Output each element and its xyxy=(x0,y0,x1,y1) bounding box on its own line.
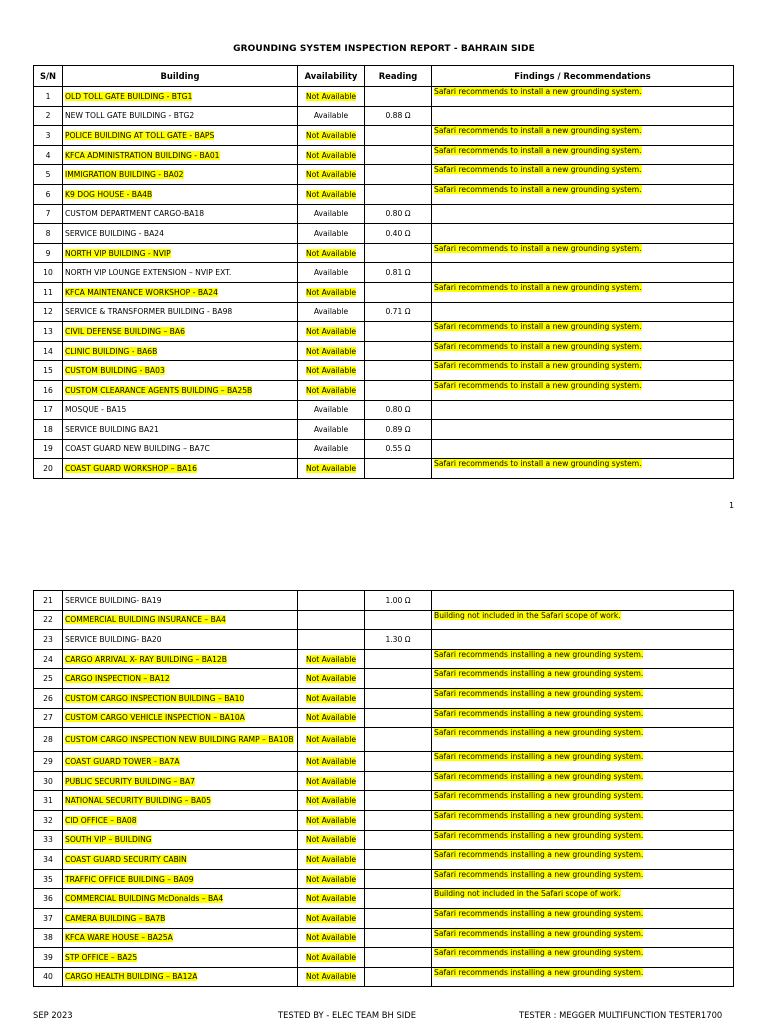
row-availability: Not Available xyxy=(298,380,365,400)
row-sn: 5 xyxy=(34,165,63,185)
row-reading: 0.88 Ω xyxy=(365,106,432,126)
row-sn: 39 xyxy=(34,948,63,968)
row-findings: Safari recommends to install a new grounding system. xyxy=(432,145,734,165)
row-findings: Safari recommends to install a new grounding system. xyxy=(432,282,734,302)
row-findings xyxy=(432,630,734,650)
table-row xyxy=(34,771,734,791)
row-reading xyxy=(365,869,432,889)
row-reading xyxy=(365,610,432,630)
table-row xyxy=(34,400,734,420)
row-findings xyxy=(432,400,734,420)
row-availability: Not Available xyxy=(298,967,365,987)
table-row xyxy=(34,165,734,185)
row-findings: Safari recommends to install a new grounding system. xyxy=(432,165,734,185)
table-row xyxy=(34,243,734,263)
row-findings: Safari recommends installing a new grounding system. xyxy=(432,771,734,791)
row-availability: Not Available xyxy=(298,145,365,165)
row-findings xyxy=(432,591,734,611)
row-reading: 1.30 Ω xyxy=(365,630,432,650)
row-sn: 30 xyxy=(34,771,63,791)
row-availability: Not Available xyxy=(298,165,365,185)
row-sn: 23 xyxy=(34,630,63,650)
row-findings: Building not included in the Safari scope of work. xyxy=(432,889,734,909)
row-building: SERVICE & TRANSFORMER BUILDING - BA98 xyxy=(63,302,298,322)
row-reading xyxy=(365,771,432,791)
table-row xyxy=(34,850,734,870)
table-row xyxy=(34,908,734,928)
table-row xyxy=(34,459,734,479)
row-building: SOUTH VIP – BUILDING xyxy=(63,830,298,850)
row-sn: 16 xyxy=(34,380,63,400)
row-building: COAST GUARD WORKSHOP – BA16 xyxy=(63,459,298,479)
row-availability: Not Available xyxy=(298,728,365,752)
row-availability: Not Available xyxy=(298,850,365,870)
row-building: NATIONAL SECURITY BUILDING – BA05 xyxy=(63,791,298,811)
row-reading: 0.89 Ω xyxy=(365,420,432,440)
row-availability: Available xyxy=(298,106,365,126)
table-body-page1 xyxy=(34,87,734,479)
row-availability: Not Available xyxy=(298,889,365,909)
row-availability: Available xyxy=(298,224,365,244)
row-reading xyxy=(365,752,432,772)
row-findings: Safari recommends installing a new grounding system. xyxy=(432,830,734,850)
row-reading: 0.81 Ω xyxy=(365,263,432,283)
row-sn: 37 xyxy=(34,908,63,928)
header-availability: Availability xyxy=(298,66,365,87)
row-sn: 1 xyxy=(34,87,63,107)
row-sn: 21 xyxy=(34,591,63,611)
row-building: SERVICE BUILDING BA21 xyxy=(63,420,298,440)
row-findings xyxy=(432,224,734,244)
row-reading xyxy=(365,708,432,728)
table-row xyxy=(34,948,734,968)
row-reading: 0.80 Ω xyxy=(365,400,432,420)
row-reading xyxy=(365,850,432,870)
table-body-page2 xyxy=(34,591,734,987)
row-availability xyxy=(298,630,365,650)
row-findings: Safari recommends to install a new grounding system. xyxy=(432,184,734,204)
row-availability: Not Available xyxy=(298,282,365,302)
row-findings: Safari recommends to install a new grounding system. xyxy=(432,126,734,146)
row-findings: Safari recommends installing a new grounding system. xyxy=(432,688,734,708)
row-building: IMMIGRATION BUILDING - BA02 xyxy=(63,165,298,185)
table-row xyxy=(34,322,734,342)
row-findings: Safari recommends installing a new grounding system. xyxy=(432,810,734,830)
row-availability: Not Available xyxy=(298,869,365,889)
table-row xyxy=(34,791,734,811)
row-reading xyxy=(365,967,432,987)
row-reading: 1.00 Ω xyxy=(365,591,432,611)
report-title: GROUNDING SYSTEM INSPECTION REPORT - BAHRAIN SIDE xyxy=(233,44,535,54)
table-row xyxy=(34,263,734,283)
table-row xyxy=(34,649,734,669)
row-findings: Safari recommends installing a new grounding system. xyxy=(432,869,734,889)
row-building: K9 DOG HOUSE - BA4B xyxy=(63,184,298,204)
row-building: PUBLIC SECURITY BUILDING – BA7 xyxy=(63,771,298,791)
row-reading xyxy=(365,184,432,204)
table-row xyxy=(34,889,734,909)
row-findings: Safari recommends to install a new grounding system. xyxy=(432,341,734,361)
row-sn: 2 xyxy=(34,106,63,126)
row-availability: Not Available xyxy=(298,948,365,968)
page-number: 1 xyxy=(729,501,735,510)
row-building: SERVICE BUILDING- BA20 xyxy=(63,630,298,650)
row-sn: 35 xyxy=(34,869,63,889)
row-reading xyxy=(365,322,432,342)
row-building: CARGO ARRIVAL X- RAY BUILDING – BA12B xyxy=(63,649,298,669)
row-reading xyxy=(365,459,432,479)
row-reading xyxy=(365,243,432,263)
row-sn: 34 xyxy=(34,850,63,870)
table-row xyxy=(34,688,734,708)
row-availability: Available xyxy=(298,204,365,224)
row-sn: 26 xyxy=(34,688,63,708)
row-reading xyxy=(365,928,432,948)
row-building: COAST GUARD TOWER - BA7A xyxy=(63,752,298,772)
row-reading xyxy=(365,688,432,708)
row-findings: Safari recommends installing a new grounding system. xyxy=(432,649,734,669)
row-findings xyxy=(432,204,734,224)
table-row xyxy=(34,420,734,440)
table-row xyxy=(34,610,734,630)
row-sn: 19 xyxy=(34,439,63,459)
table-row xyxy=(34,928,734,948)
table-row xyxy=(34,630,734,650)
row-reading xyxy=(365,728,432,752)
footer-date: SEP 2023 xyxy=(33,1010,73,1020)
row-building: OLD TOLL GATE BUILDING - BTG1 xyxy=(63,87,298,107)
row-sn: 33 xyxy=(34,830,63,850)
row-building: KFCA WARE HOUSE – BA25A xyxy=(63,928,298,948)
row-building: KFCA MAINTENANCE WORKSHOP - BA24 xyxy=(63,282,298,302)
table-row xyxy=(34,224,734,244)
table-row xyxy=(34,869,734,889)
row-reading xyxy=(365,649,432,669)
row-sn: 6 xyxy=(34,184,63,204)
row-building: CUSTOM CARGO INSPECTION BUILDING – BA10 xyxy=(63,688,298,708)
row-availability: Not Available xyxy=(298,184,365,204)
table-row xyxy=(34,126,734,146)
table-row xyxy=(34,282,734,302)
row-building: CIVIL DEFENSE BUILDING – BA6 xyxy=(63,322,298,342)
row-reading xyxy=(365,791,432,811)
table-row xyxy=(34,708,734,728)
row-reading xyxy=(365,810,432,830)
row-sn: 20 xyxy=(34,459,63,479)
row-availability: Not Available xyxy=(298,928,365,948)
row-sn: 24 xyxy=(34,649,63,669)
row-availability xyxy=(298,610,365,630)
row-reading xyxy=(365,361,432,381)
row-sn: 17 xyxy=(34,400,63,420)
row-availability: Not Available xyxy=(298,688,365,708)
row-building: COAST GUARD SECURITY CABIN xyxy=(63,850,298,870)
row-sn: 27 xyxy=(34,708,63,728)
row-sn: 31 xyxy=(34,791,63,811)
footer-tester: TESTER : MEGGER MULTIFUNCTION TESTER1700 xyxy=(519,1010,723,1020)
row-findings: Safari recommends installing a new grounding system. xyxy=(432,908,734,928)
inspection-table-page1 xyxy=(33,65,734,479)
table-row xyxy=(34,341,734,361)
row-sn: 18 xyxy=(34,420,63,440)
row-availability: Not Available xyxy=(298,669,365,689)
row-building: NEW TOLL GATE BUILDING - BTG2 xyxy=(63,106,298,126)
row-findings: Safari recommends installing a new grounding system. xyxy=(432,928,734,948)
row-findings: Safari recommends installing a new grounding system. xyxy=(432,967,734,987)
row-findings xyxy=(432,439,734,459)
table-row xyxy=(34,87,734,107)
row-findings: Safari recommends installing a new grounding system. xyxy=(432,752,734,772)
row-reading xyxy=(365,669,432,689)
row-findings xyxy=(432,263,734,283)
row-building: COMMERCIAL BUILDING INSURANCE – BA4 xyxy=(63,610,298,630)
row-reading: 0.55 Ω xyxy=(365,439,432,459)
row-findings: Safari recommends installing a new grounding system. xyxy=(432,708,734,728)
row-reading xyxy=(365,908,432,928)
row-availability xyxy=(298,591,365,611)
row-availability: Available xyxy=(298,439,365,459)
row-building: COAST GUARD NEW BUILDING – BA7C xyxy=(63,439,298,459)
row-building: CUSTOM CARGO VEHICLE INSPECTION – BA10A xyxy=(63,708,298,728)
row-sn: 4 xyxy=(34,145,63,165)
table-row xyxy=(34,967,734,987)
row-sn: 10 xyxy=(34,263,63,283)
row-sn: 22 xyxy=(34,610,63,630)
header-building: Building xyxy=(63,66,298,87)
row-building: CARGO HEALTH BUILDING – BA12A xyxy=(63,967,298,987)
row-findings: Safari recommends to install a new grounding system. xyxy=(432,361,734,381)
row-sn: 38 xyxy=(34,928,63,948)
row-availability: Not Available xyxy=(298,771,365,791)
row-findings: Building not included in the Safari scope of work. xyxy=(432,610,734,630)
row-availability: Available xyxy=(298,263,365,283)
table-row xyxy=(34,204,734,224)
row-availability: Not Available xyxy=(298,708,365,728)
row-availability: Not Available xyxy=(298,830,365,850)
table-row xyxy=(34,184,734,204)
row-sn: 9 xyxy=(34,243,63,263)
row-findings: Safari recommends installing a new grounding system. xyxy=(432,948,734,968)
header-sn: S/N xyxy=(34,66,63,87)
row-findings: Safari recommends to install a new grounding system. xyxy=(432,459,734,479)
row-building: CUSTOM BUILDING - BA03 xyxy=(63,361,298,381)
row-building: STP OFFICE – BA25 xyxy=(63,948,298,968)
row-building: CUSTOM DEPARTMENT CARGO-BA18 xyxy=(63,204,298,224)
table-row xyxy=(34,361,734,381)
table-row xyxy=(34,145,734,165)
row-sn: 11 xyxy=(34,282,63,302)
row-building: CID OFFICE – BA08 xyxy=(63,810,298,830)
table-row xyxy=(34,302,734,322)
row-sn: 15 xyxy=(34,361,63,381)
row-building: CARGO INSPECTION – BA12 xyxy=(63,669,298,689)
row-findings: Safari recommends to install a new grounding system. xyxy=(432,243,734,263)
row-availability: Not Available xyxy=(298,87,365,107)
row-reading: 0.40 Ω xyxy=(365,224,432,244)
row-reading xyxy=(365,830,432,850)
row-availability: Not Available xyxy=(298,908,365,928)
row-sn: 29 xyxy=(34,752,63,772)
row-building: SERVICE BUILDING - BA24 xyxy=(63,224,298,244)
row-availability: Not Available xyxy=(298,791,365,811)
table-row xyxy=(34,439,734,459)
row-reading xyxy=(365,282,432,302)
row-availability: Not Available xyxy=(298,810,365,830)
row-sn: 40 xyxy=(34,967,63,987)
table-row xyxy=(34,380,734,400)
row-sn: 36 xyxy=(34,889,63,909)
row-reading xyxy=(365,341,432,361)
row-availability: Not Available xyxy=(298,649,365,669)
table-row xyxy=(34,106,734,126)
row-reading: 0.71 Ω xyxy=(365,302,432,322)
row-reading xyxy=(365,889,432,909)
row-availability: Not Available xyxy=(298,243,365,263)
table-row xyxy=(34,752,734,772)
table-row xyxy=(34,591,734,611)
row-findings xyxy=(432,106,734,126)
row-availability: Not Available xyxy=(298,361,365,381)
row-findings: Safari recommends to install a new grounding system. xyxy=(432,322,734,342)
row-building: COMMERCIAL BUILDING McDonalds – BA4 xyxy=(63,889,298,909)
row-reading: 0.80 Ω xyxy=(365,204,432,224)
row-building: TRAFFIC OFFICE BUILDING – BA09 xyxy=(63,869,298,889)
header-reading: Reading xyxy=(365,66,432,87)
row-reading xyxy=(365,87,432,107)
row-findings: Safari recommends installing a new grounding system. xyxy=(432,850,734,870)
row-sn: 28 xyxy=(34,728,63,752)
table-row xyxy=(34,830,734,850)
table-header-row xyxy=(34,66,734,87)
row-sn: 25 xyxy=(34,669,63,689)
table-row xyxy=(34,669,734,689)
row-building: MOSQUE - BA15 xyxy=(63,400,298,420)
row-building: CUSTOM CARGO INSPECTION NEW BUILDING RAMP – BA10B xyxy=(63,728,298,752)
row-availability: Not Available xyxy=(298,752,365,772)
row-building: CLINIC BUILDING - BA6B xyxy=(63,341,298,361)
row-sn: 13 xyxy=(34,322,63,342)
row-reading xyxy=(365,126,432,146)
row-availability: Not Available xyxy=(298,459,365,479)
row-findings: Safari recommends installing a new grounding system. xyxy=(432,791,734,811)
row-building: NORTH VIP LOUNGE EXTENSION – NVIP EXT. xyxy=(63,263,298,283)
row-availability: Available xyxy=(298,400,365,420)
row-reading xyxy=(365,165,432,185)
table-row xyxy=(34,728,734,752)
row-building: CAMERA BUILDING – BA7B xyxy=(63,908,298,928)
row-sn: 32 xyxy=(34,810,63,830)
row-reading xyxy=(365,948,432,968)
row-building: CUSTOM CLEARANCE AGENTS BUILDING – BA25B xyxy=(63,380,298,400)
row-building: KFCA ADMINISTRATION BUILDING - BA01 xyxy=(63,145,298,165)
row-findings: Safari recommends installing a new grounding system. xyxy=(432,728,734,752)
row-availability: Not Available xyxy=(298,322,365,342)
row-findings: Safari recommends to install a new grounding system. xyxy=(432,87,734,107)
row-availability: Not Available xyxy=(298,341,365,361)
row-sn: 8 xyxy=(34,224,63,244)
footer-tested-by: TESTED BY - ELEC TEAM BH SIDE xyxy=(278,1010,417,1020)
row-sn: 14 xyxy=(34,341,63,361)
row-building: NORTH VIP BUILDING - NVIP xyxy=(63,243,298,263)
row-reading xyxy=(365,145,432,165)
row-findings xyxy=(432,420,734,440)
row-availability: Available xyxy=(298,302,365,322)
row-sn: 7 xyxy=(34,204,63,224)
row-reading xyxy=(365,380,432,400)
row-sn: 3 xyxy=(34,126,63,146)
row-findings: Safari recommends to install a new grounding system. xyxy=(432,380,734,400)
row-building: SERVICE BUILDING- BA19 xyxy=(63,591,298,611)
header-findings: Findings / Recommendations xyxy=(432,66,734,87)
row-availability: Not Available xyxy=(298,126,365,146)
row-sn: 12 xyxy=(34,302,63,322)
row-findings xyxy=(432,302,734,322)
row-availability: Available xyxy=(298,420,365,440)
row-building: POLICE BUILDING AT TOLL GATE - BAPS xyxy=(63,126,298,146)
row-findings: Safari recommends installing a new grounding system. xyxy=(432,669,734,689)
table-row xyxy=(34,810,734,830)
inspection-table-page2 xyxy=(33,590,734,987)
